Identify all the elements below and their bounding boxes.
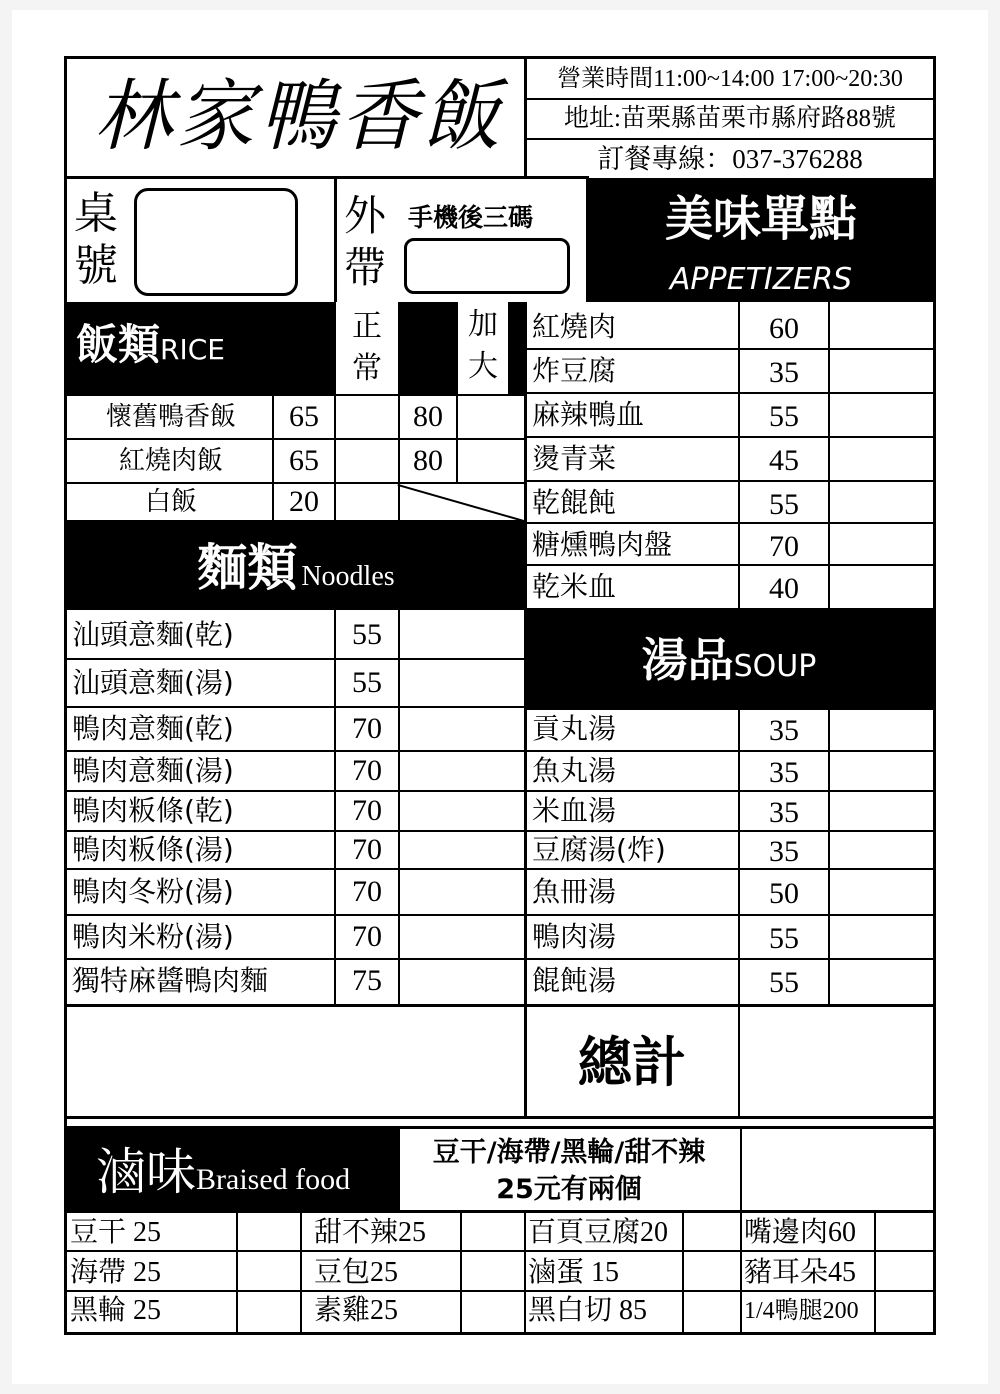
rice-item-name: 懷舊鴨香飯 — [105, 402, 236, 432]
rule — [66, 1290, 934, 1292]
total-label: 總計 — [578, 1031, 686, 1094]
rule — [66, 790, 526, 792]
braised-extra-box[interactable] — [742, 1130, 932, 1210]
soup-qty[interactable] — [830, 832, 932, 868]
rice-regular-qty[interactable] — [336, 484, 398, 520]
table-number-box[interactable] — [134, 188, 298, 296]
rule — [526, 348, 934, 350]
appetizer-qty[interactable] — [830, 306, 932, 348]
braised-note-line1: 豆干/海帶/黑輪/甜不辣 — [432, 1137, 706, 1168]
braised-qty[interactable] — [876, 1254, 932, 1292]
rule — [526, 750, 934, 752]
soup-qty[interactable] — [830, 960, 932, 1002]
noodle-item-price: 55 — [352, 666, 382, 699]
rule — [66, 830, 526, 832]
braised-title — [96, 1136, 398, 1208]
appetizer-item-name: 炸豆腐 — [532, 354, 617, 387]
braised-item: 甜不辣25 — [314, 1217, 427, 1248]
rice-item-large-price: 80 — [413, 400, 443, 433]
noodle-qty[interactable] — [400, 832, 524, 868]
soup-item-name: 魚冊湯 — [532, 875, 617, 908]
soup-qty[interactable] — [830, 708, 932, 750]
appetizer-qty[interactable] — [830, 524, 932, 566]
rice-regular-qty[interactable] — [336, 440, 398, 482]
rice-item-name: 白飯 — [144, 487, 197, 517]
braised-item: 滷蛋 15 — [528, 1257, 620, 1288]
rule — [66, 482, 526, 484]
braised-qty[interactable] — [876, 1214, 932, 1252]
rule — [334, 608, 336, 1004]
rule — [398, 394, 400, 520]
braised-qty[interactable] — [238, 1214, 300, 1252]
braised-qty[interactable] — [684, 1214, 740, 1252]
takeout-label: 外帶 — [344, 191, 387, 292]
soup-qty[interactable] — [830, 916, 932, 958]
shop-address: 地址:苗栗縣苗栗市縣府路88號 — [564, 105, 896, 132]
rule — [64, 56, 936, 59]
phone-digits-label: 手機後三碼 — [408, 203, 534, 232]
rice-item-price: 65 — [289, 400, 319, 433]
rule — [526, 914, 934, 916]
rule — [66, 608, 526, 610]
noodle-qty[interactable] — [400, 660, 524, 706]
braised-item: 豬耳朵45 — [744, 1257, 857, 1288]
rule — [64, 56, 67, 1334]
rule — [66, 1210, 934, 1213]
soup-qty[interactable] — [830, 752, 932, 790]
rice-title — [76, 310, 336, 380]
braised-qty[interactable] — [462, 1292, 524, 1330]
soup-qty[interactable] — [830, 792, 932, 830]
rule — [300, 1212, 302, 1332]
noodle-item-price: 75 — [352, 964, 382, 997]
appetizer-item-name: 乾餛飩 — [532, 486, 617, 519]
soup-item-name: 餛飩湯 — [532, 964, 617, 997]
soup-title — [524, 620, 934, 700]
braised-qty[interactable] — [238, 1292, 300, 1330]
rule — [66, 914, 526, 916]
rice-item-large-price — [400, 484, 456, 520]
rule — [334, 302, 336, 394]
noodle-item-name: 鴨肉意麵(湯) — [72, 754, 234, 787]
soup-item-name: 米血湯 — [532, 794, 617, 827]
soup-title-zh: 湯品 — [641, 633, 734, 687]
rule — [526, 868, 934, 870]
noodles-title — [66, 530, 526, 606]
braised-item: 黑白切 85 — [528, 1295, 648, 1326]
soup-item-name: 豆腐湯(炸) — [532, 833, 666, 866]
soup-item-price: 50 — [769, 877, 799, 910]
rule — [526, 958, 934, 960]
rule — [738, 1004, 740, 1118]
noodle-item-name: 獨特麻醬鴨肉麵 — [72, 964, 269, 997]
braised-title-en: Braised food — [196, 1163, 351, 1196]
braised-qty[interactable] — [684, 1292, 740, 1330]
soup-item-name: 鴨肉湯 — [532, 920, 617, 953]
notes-box[interactable] — [68, 1008, 524, 1118]
rule — [66, 1126, 934, 1129]
appetizer-qty[interactable] — [830, 394, 932, 436]
rule — [740, 1212, 742, 1332]
rice-large-qty[interactable] — [458, 440, 524, 482]
braised-item: 百頁豆腐20 — [528, 1217, 669, 1248]
braised-qty[interactable] — [238, 1254, 300, 1292]
rice-item-price: 20 — [289, 485, 319, 518]
rule — [524, 302, 527, 1118]
soup-item-price: 35 — [769, 756, 799, 789]
rule — [526, 98, 934, 100]
rule — [456, 302, 458, 394]
soup-item-name: 貢丸湯 — [532, 712, 617, 745]
rule — [66, 868, 526, 870]
braised-title-zh: 滷味 — [96, 1143, 196, 1201]
rule — [526, 608, 934, 610]
table-number-label: 桌號 — [74, 188, 118, 291]
braised-item: 豆包25 — [314, 1257, 399, 1288]
rice-item-large-price: 80 — [413, 444, 443, 477]
rule — [526, 830, 934, 832]
noodle-qty[interactable] — [400, 792, 524, 830]
appetizer-item-price: 45 — [769, 444, 799, 477]
rule — [66, 1250, 934, 1252]
rule — [526, 480, 934, 482]
braised-qty[interactable] — [684, 1254, 740, 1292]
rice-regular-qty[interactable] — [336, 396, 398, 438]
regular-size-label: 正常 — [352, 309, 382, 386]
appetizer-item-price: 60 — [769, 312, 799, 345]
noodles-title-en: Noodles — [301, 561, 395, 592]
rule — [460, 1212, 462, 1332]
braised-qty[interactable] — [462, 1214, 524, 1252]
rule — [933, 56, 936, 1334]
braised-qty[interactable] — [876, 1292, 932, 1330]
rule — [524, 56, 527, 178]
rule — [398, 1128, 400, 1212]
rule — [272, 394, 274, 520]
noodle-item-name: 鴨肉粄條(湯) — [72, 833, 234, 866]
noodle-item-price: 70 — [352, 794, 382, 827]
rule — [524, 1212, 526, 1332]
rule — [398, 608, 400, 1004]
braised-item: 嘴邊肉60 — [744, 1217, 857, 1248]
appetizer-qty[interactable] — [830, 438, 932, 480]
rule — [236, 1212, 238, 1332]
braised-item: 素雞25 — [314, 1295, 399, 1326]
rule — [526, 522, 934, 524]
opening-hours: 營業時間11:00~14:00 17:00~20:30 — [557, 66, 903, 92]
large-size-label: 加大 — [468, 307, 498, 384]
rule — [682, 1212, 684, 1332]
noodle-item-name: 汕頭意麵(乾) — [72, 618, 234, 651]
appetizers-title: 美味單點 — [664, 191, 857, 247]
noodle-item-price: 70 — [352, 920, 382, 953]
noodle-qty[interactable] — [400, 708, 524, 750]
rule — [456, 394, 458, 482]
noodle-item-name: 鴨肉冬粉(湯) — [72, 875, 234, 908]
appetizer-item-price: 55 — [769, 488, 799, 521]
soup-qty[interactable] — [830, 870, 932, 914]
soup-item-price: 35 — [769, 796, 799, 829]
rice-large-qty[interactable] — [458, 396, 524, 438]
rule — [526, 790, 934, 792]
appetizer-item-name: 麻辣鴨血 — [532, 398, 645, 431]
noodle-item-name: 鴨肉粄條(乾) — [72, 794, 234, 827]
rule — [874, 1212, 876, 1332]
braised-item: 海帶 25 — [70, 1257, 162, 1288]
noodle-item-price: 70 — [352, 712, 382, 745]
soup-item-name: 魚丸湯 — [532, 754, 617, 787]
braised-qty[interactable] — [462, 1254, 524, 1292]
appetizer-qty[interactable] — [830, 566, 932, 608]
noodle-item-name: 鴨肉米粉(湯) — [72, 920, 234, 953]
order-phone: 訂餐專線：037-376288 — [597, 144, 863, 174]
appetizer-item-price: 35 — [769, 356, 799, 389]
noodle-qty[interactable] — [400, 960, 524, 1002]
noodle-item-price: 70 — [352, 754, 382, 787]
appetizer-qty[interactable] — [830, 350, 932, 392]
rule — [526, 564, 934, 566]
appetizer-item-price: 55 — [769, 400, 799, 433]
phone-digits-box[interactable] — [404, 238, 570, 294]
noodle-item-price: 70 — [352, 833, 382, 866]
noodle-qty[interactable] — [400, 870, 524, 914]
rice-title-zh: 飯類 — [76, 320, 161, 369]
appetizer-item-name: 乾米血 — [532, 570, 617, 603]
braised-item: 豆干 25 — [70, 1217, 162, 1248]
appetizers-title-en: APPETIZERS — [669, 262, 853, 297]
rule — [66, 1116, 934, 1119]
total-amount-box[interactable] — [740, 1008, 932, 1118]
braised-item: 1/4鴨腿200 — [744, 1298, 859, 1324]
braised-item: 黑輪 25 — [70, 1295, 162, 1326]
noodles-title-zh: 麵類 — [197, 539, 298, 597]
rule — [526, 708, 934, 710]
rule — [66, 658, 526, 660]
rule — [526, 138, 934, 140]
rule — [66, 706, 526, 708]
appetizer-qty[interactable] — [830, 482, 932, 524]
appetizer-item-price: 40 — [769, 572, 799, 605]
rule — [334, 176, 337, 302]
noodle-qty[interactable] — [400, 916, 524, 958]
rule — [586, 176, 589, 302]
appetizer-item-name: 紅燒肉 — [532, 310, 617, 343]
rice-item-name: 紅燒肉飯 — [118, 446, 223, 476]
soup-item-price: 55 — [769, 966, 799, 999]
appetizer-item-price: 70 — [769, 530, 799, 563]
noodle-qty[interactable] — [400, 612, 524, 658]
noodle-item-price: 55 — [352, 618, 382, 651]
rule — [66, 750, 526, 752]
soup-item-price: 35 — [769, 835, 799, 868]
rule — [334, 394, 336, 520]
noodle-qty[interactable] — [400, 752, 524, 790]
rice-header-gap — [398, 302, 456, 394]
noodle-item-price: 70 — [352, 875, 382, 908]
braised-note-line2: 25元有兩個 — [496, 1174, 642, 1205]
rule — [526, 436, 934, 438]
rule — [526, 392, 934, 394]
soup-title-en: SOUP — [733, 649, 817, 684]
appetizer-item-name: 燙青菜 — [532, 442, 617, 475]
rule — [66, 1004, 934, 1007]
soup-item-price: 35 — [769, 714, 799, 747]
shop-name: 林家鴨香飯 — [93, 72, 504, 162]
soup-item-price: 55 — [769, 922, 799, 955]
rule — [740, 1128, 742, 1212]
rule — [66, 958, 526, 960]
rice-item-price: 65 — [289, 444, 319, 477]
noodle-item-name: 鴨肉意麵(乾) — [72, 712, 234, 745]
rule — [64, 1332, 936, 1335]
rule — [398, 302, 400, 394]
appetizer-item-name: 糖燻鴨肉盤 — [532, 528, 673, 561]
rule — [64, 176, 588, 179]
noodle-item-name: 汕頭意麵(湯) — [72, 666, 234, 699]
rice-title-en: RICE — [160, 333, 225, 366]
